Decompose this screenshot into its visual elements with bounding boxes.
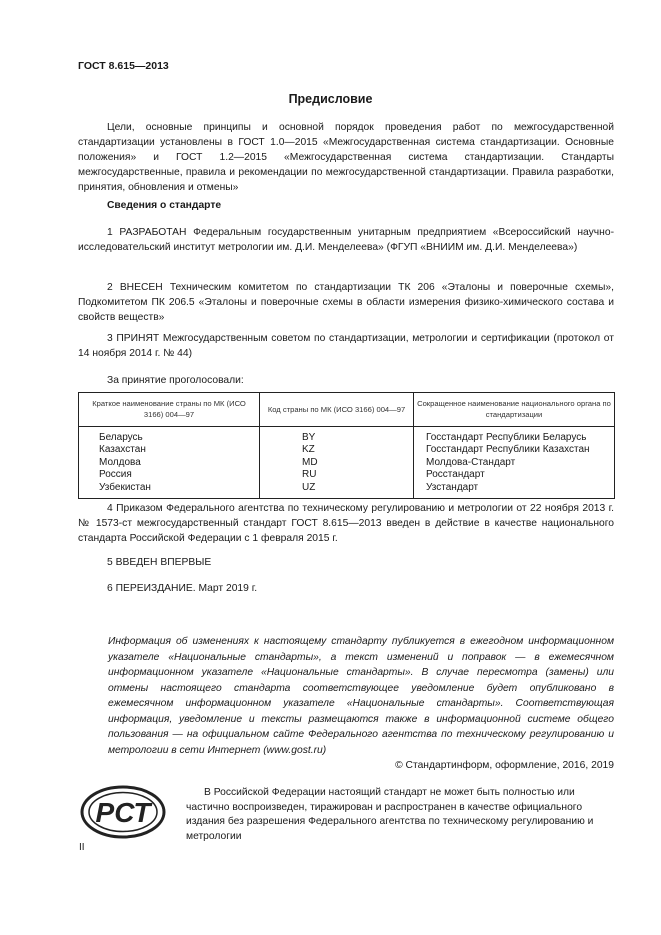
standards-body-name: Госстандарт Республики Беларусь bbox=[426, 432, 587, 443]
item-5-paragraph: 5 ВВЕДЕН ВПЕРВЫЕ bbox=[107, 557, 212, 568]
document-code: ГОСТ 8.615—2013 bbox=[78, 60, 169, 72]
item-3-paragraph: 3 ПРИНЯТ Межгосударственным советом по стандартизации, метрологии и сертификации (протокол от 14 ноября 2014 г. № 44) bbox=[78, 333, 614, 359]
information-notice: Информация об изменениях к настоящему стандарту публикуется в ежегодном информационном указателе «Национальные стандарты», а текст изменений и поправок — в ежемесячном информационном указателе «Национальные стандарты». В случае пересмотра (замены) или отмены настоящего стандарта соответствующее уведомление будет опубликовано в ежемесячном информационном указателе «Национальные стандарты». Соответствующая информация, уведомление и тексты размещаются также в информационной системе общего пользования — на официальном сайте Федерального агентства по техническому регулированию и метрологии в сети Интернет (www.gost.ru) bbox=[108, 636, 614, 756]
table-row bbox=[79, 427, 615, 499]
reproduction-notice-text: В Российской Федерации настоящий стандарт не может быть полностью или частично воспроизведен, тиражирован и распространен в качестве официального издания без разрешения Федерального агентства по техническому регулированию и метрологии bbox=[186, 787, 594, 842]
country-name: Молдова bbox=[99, 456, 141, 468]
voting-table bbox=[78, 392, 615, 499]
standards-body-name: Госстандарт Республики Казахстан bbox=[426, 444, 590, 456]
item-4-paragraph: 4 Приказом Федерального агентства по техническому регулированию и метрологии от 22 ноября 2013 г. № 1573-ст межгосударственный стандарт ГОСТ 8.615—2013 введен в действие в качестве национального стандарта Российской Федерации с 1 февраля 2015 г. bbox=[78, 503, 614, 544]
item-1-paragraph: 1 РАЗРАБОТАН Федеральным государственным унитарным предприятием «Всероссийский научно-исследовательский институт метрологии им. Д.И. Менделеева» (ФГУП «ВНИИМ им. Д.И. Менделеева») bbox=[78, 227, 614, 253]
item-2-paragraph: 2 ВНЕСЕН Техническим комитетом по стандартизации ТК 206 «Эталоны и поверочные схемы», Подкомитетом ПК 206.5 «Эталоны и поверочные схемы в области измерения физико-химического состава и свойств веществ» bbox=[78, 282, 614, 323]
country-code: RU bbox=[302, 469, 317, 481]
standards-body-name: Росстандарт bbox=[426, 469, 485, 481]
item-6-paragraph: 6 ПЕРЕИЗДАНИЕ. Март 2019 г. bbox=[107, 583, 258, 594]
body-cell bbox=[414, 427, 615, 499]
vote-caption: За принятие проголосовали: bbox=[107, 375, 244, 386]
standards-body-name: Молдова-Стандарт bbox=[426, 456, 516, 468]
logo-lettering: РСТ bbox=[95, 797, 151, 828]
code-cell bbox=[260, 427, 414, 499]
page-title: Предисловие bbox=[288, 92, 373, 106]
intro-paragraph: Цели, основные принципы и основной порядок проведения работ по межгосударственной стандартизации установлены в ГОСТ 1.0—2015 «Межгосударственная система стандартизации. Основные положения» и ГОСТ 1.2—2015 «Межгосударственная система стандартизации. Стандарты межгосударственные, правила и рекомендации по межгосударственной стандартизации. Правила разработки, принятия, обновления и отмены» bbox=[78, 122, 614, 193]
country-name: Беларусь bbox=[99, 432, 143, 443]
reproduction-notice bbox=[186, 786, 614, 844]
country-code: MD bbox=[302, 456, 318, 468]
country-name: Узбекистан bbox=[99, 481, 151, 493]
section-title: Сведения о стандарте bbox=[107, 200, 222, 211]
column-header-body: Сокращенное наименование национального органа по стандартизации bbox=[414, 393, 615, 427]
copyright-line: © Стандартинформ, оформление, 2016, 2019 bbox=[395, 760, 614, 771]
country-cell bbox=[79, 427, 260, 499]
country-code: KZ bbox=[302, 444, 315, 456]
column-header-country: Краткое наименование страны по МК (ИСО 3166) 004—97 bbox=[79, 393, 260, 427]
rst-certification-logo-icon bbox=[80, 784, 166, 840]
column-header-code: Код страны по МК (ИСО 3166) 004—97 bbox=[260, 393, 414, 427]
country-code: UZ bbox=[302, 481, 316, 493]
country-code: BY bbox=[302, 432, 316, 443]
country-name: Казахстан bbox=[99, 444, 146, 456]
table-header-row bbox=[79, 393, 615, 427]
standards-body-name: Узстандарт bbox=[426, 481, 479, 493]
country-name: Россия bbox=[99, 469, 132, 481]
page-number: II bbox=[79, 842, 85, 853]
